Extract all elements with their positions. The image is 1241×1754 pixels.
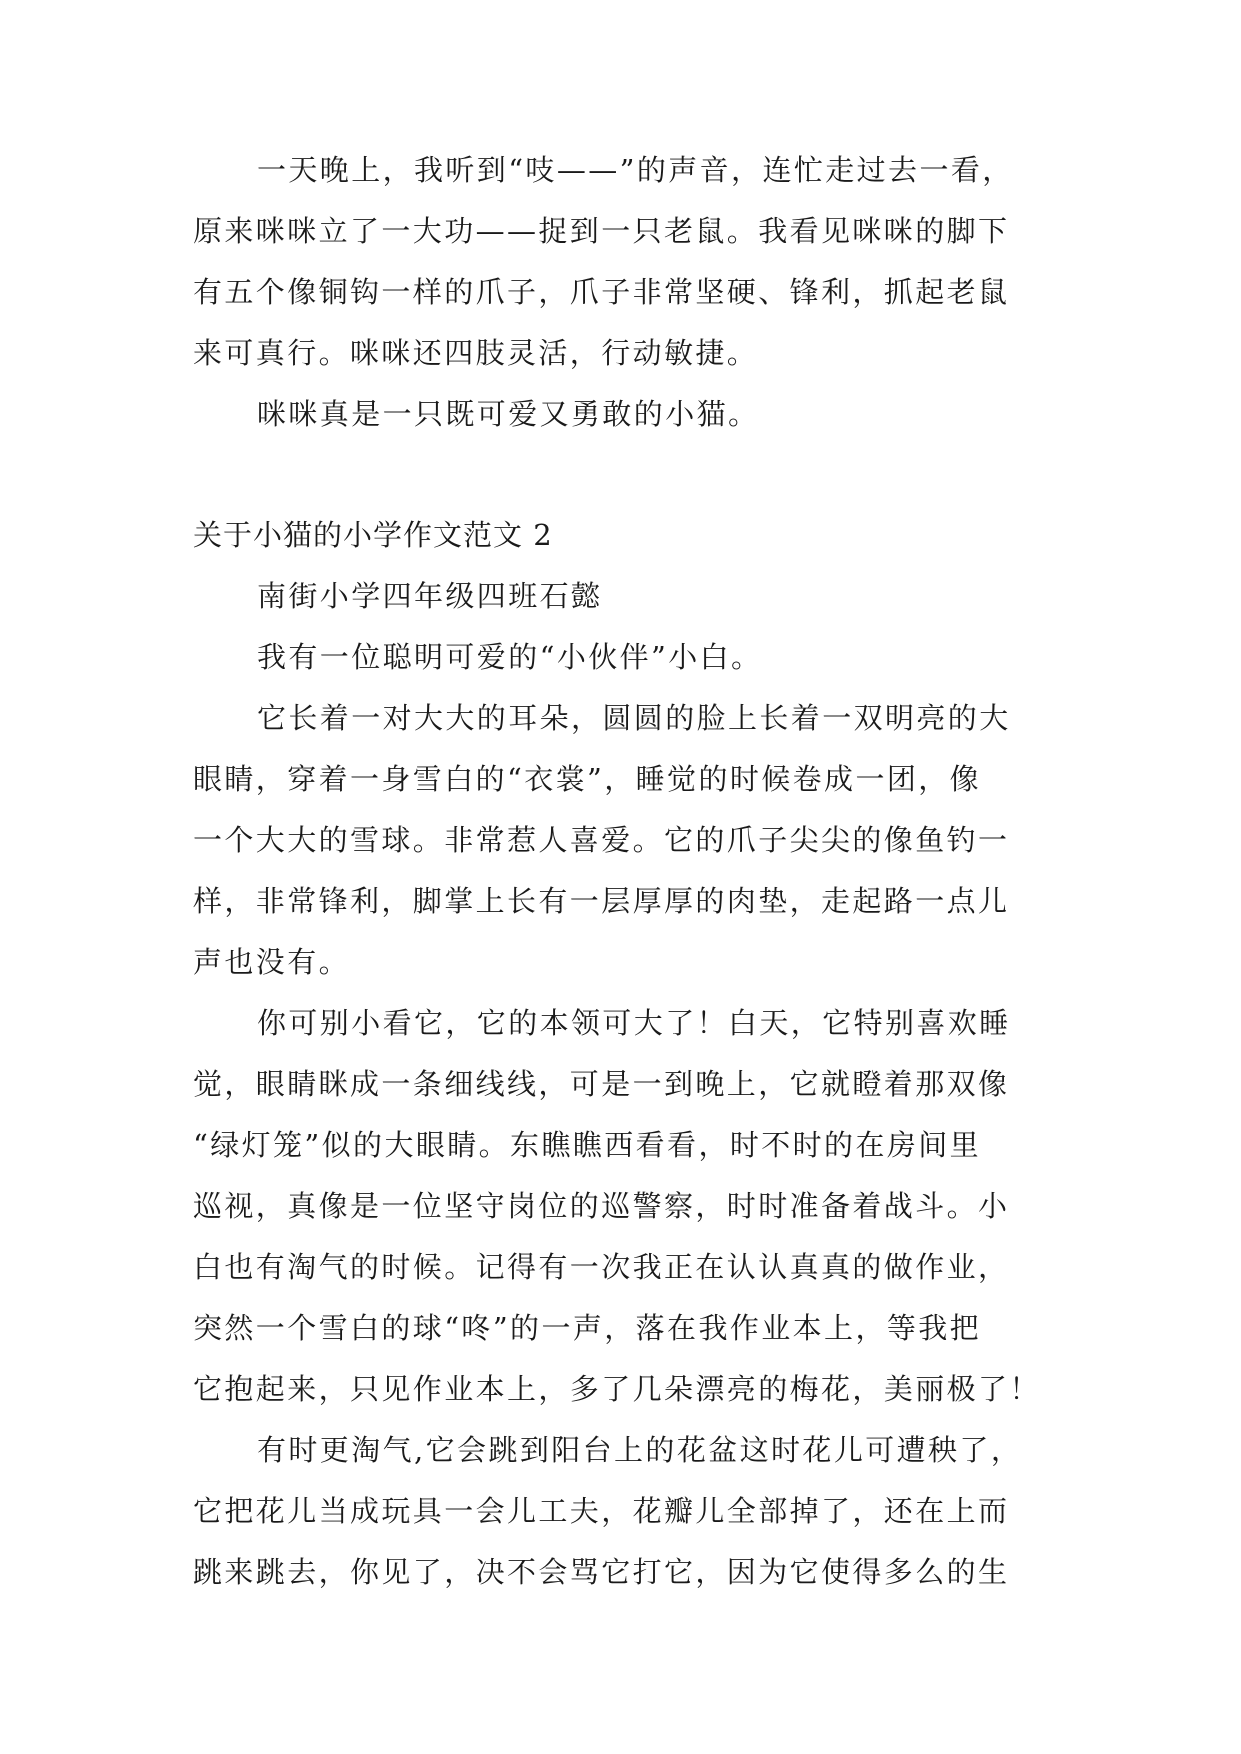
section-heading: 关于小猫的小学作文范文 2 — [193, 518, 553, 552]
text-line: 眼睛，穿着一身雪白的“衣裳”，睡觉的时候卷成一团，像 — [193, 762, 982, 796]
text-line: 有五个像铜钩一样的爪子，爪子非常坚硬、锋利，抓起老鼠 — [193, 275, 1010, 309]
text-line: 原来咪咪立了一大功——捉到一只老鼠。我看见咪咪的脚下 — [193, 214, 1010, 248]
byline: 南街小学四年级四班石懿 — [257, 579, 603, 613]
text-line: 它把花儿当成玩具一会儿工夫，花瓣儿全部掉了，还在上而 — [193, 1494, 1010, 1528]
text-line: 咪咪真是一只既可爱又勇敢的小猫。 — [257, 397, 760, 431]
text-line: 跳来跳去，你见了，决不会骂它打它，因为它使得多么的生 — [193, 1555, 1010, 1589]
text-line: 它长着一对大大的耳朵，圆圆的脸上长着一双明亮的大 — [257, 701, 1011, 735]
text-line: 它抱起来，只见作业本上，多了几朵漂亮的梅花，美丽极了！ — [193, 1372, 1041, 1406]
text-line: 我有一位聪明可爱的“小伙伴”小白。 — [257, 640, 763, 674]
text-line: 样，非常锋利，脚掌上长有一层厚厚的肉垫，走起路一点儿 — [193, 884, 1010, 918]
text-line: 巡视，真像是一位坚守岗位的巡警察，时时准备着战斗。小 — [193, 1189, 1010, 1223]
text-line: 来可真行。咪咪还四肢灵活，行动敏捷。 — [193, 336, 759, 370]
text-line: 你可别小看它，它的本领可大了！白天，它特别喜欢睡 — [257, 1006, 1011, 1040]
text-line: 觉，眼睛眯成一条细线线，可是一到晚上，它就瞪着那双像 — [193, 1067, 1010, 1101]
text-line: 突然一个雪白的球“咚”的一声，落在我作业本上，等我把 — [193, 1311, 982, 1345]
text-line: 有时更淘气,它会跳到阳台上的花盆这时花儿可遭秧了， — [257, 1433, 1023, 1467]
text-line: 白也有淘气的时候。记得有一次我正在认认真真的做作业， — [193, 1250, 1010, 1284]
text-line: 一天晚上，我听到“吱——”的声音，连忙走过去一看， — [257, 153, 1014, 187]
text-line: 声也没有。 — [193, 945, 351, 979]
text-line: 一个大大的雪球。非常惹人喜爱。它的爪子尖尖的像鱼钓一 — [193, 823, 1010, 857]
text-line: “绿灯笼”似的大眼睛。东瞧瞧西看看，时不时的在房间里 — [193, 1128, 982, 1162]
